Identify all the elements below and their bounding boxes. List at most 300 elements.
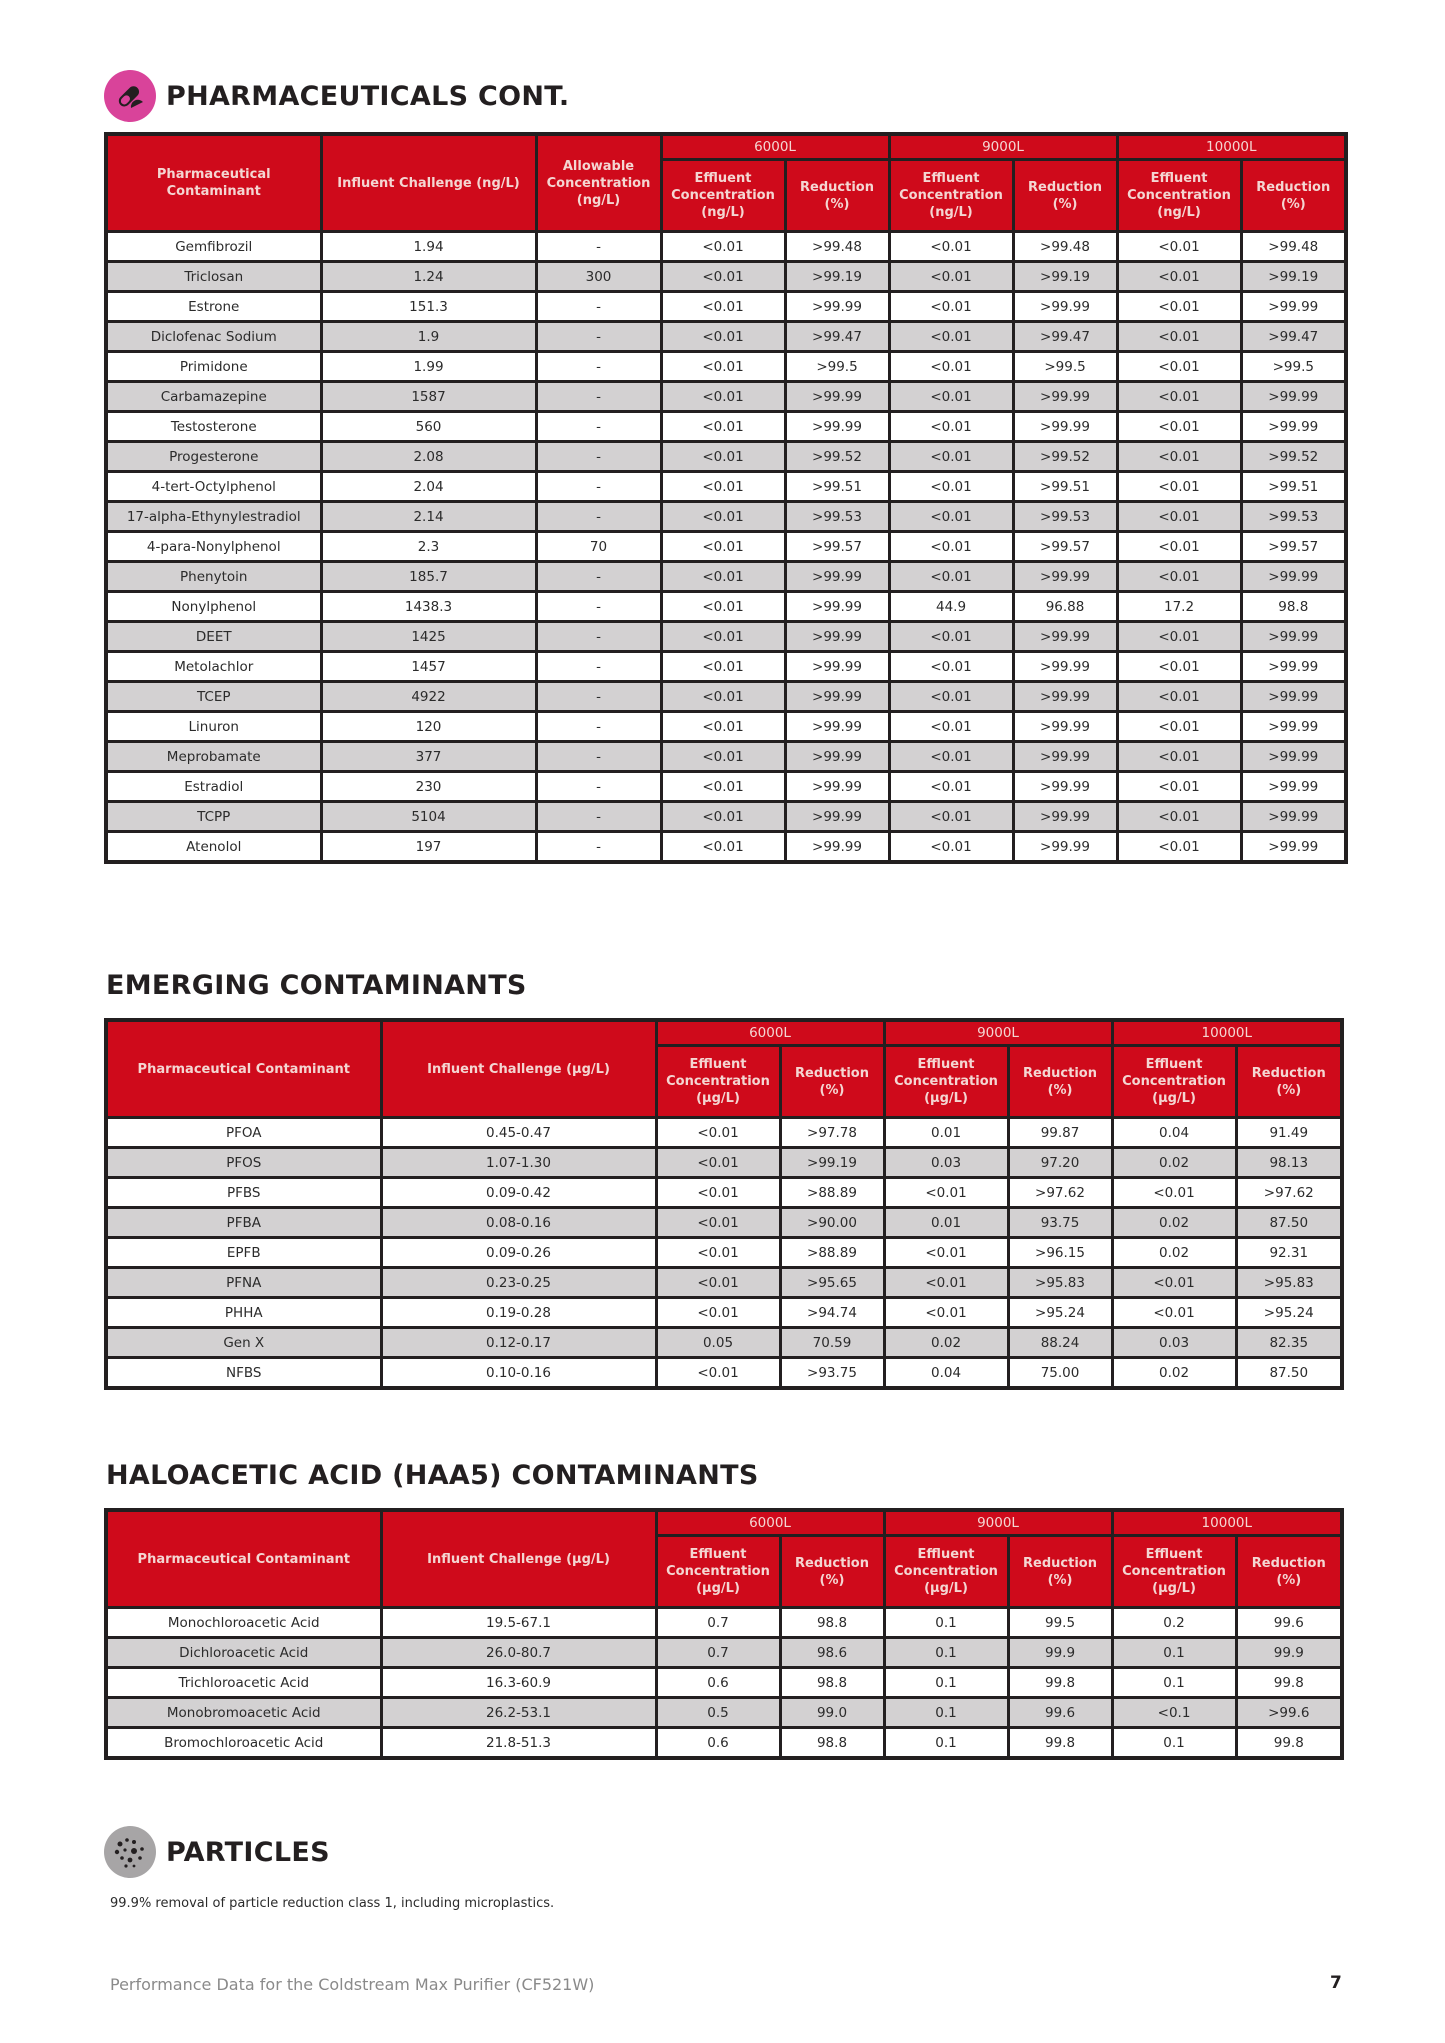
value-cell: >99.19 (1241, 262, 1346, 292)
value-cell: 5104 (321, 802, 536, 832)
value-cell: >99.19 (785, 262, 889, 292)
contaminant-name-cell: TCPP (106, 802, 321, 832)
header-effluent: Effluent Concentration (ng/L) (889, 160, 1013, 232)
value-cell: >88.89 (780, 1178, 884, 1208)
value-cell: 0.1 (1112, 1638, 1236, 1668)
value-cell: <0.01 (661, 592, 785, 622)
value-cell: 0.02 (1112, 1358, 1236, 1389)
header-effluent: Effluent Concentration (ng/L) (661, 160, 785, 232)
contaminant-name-cell: 4-para-Nonylphenol (106, 532, 321, 562)
value-cell: - (536, 592, 661, 622)
value-cell: >99.99 (1241, 382, 1346, 412)
value-cell: >99.48 (785, 232, 889, 262)
value-cell: 98.8 (780, 1728, 884, 1759)
emerging-section-title: EMERGING CONTAMINANTS (106, 970, 527, 1001)
value-cell: <0.01 (889, 772, 1013, 802)
table-row (106, 682, 1346, 712)
value-cell: - (536, 832, 661, 863)
value-cell: 21.8-51.3 (381, 1728, 656, 1759)
value-cell: 377 (321, 742, 536, 772)
value-cell: <0.01 (889, 472, 1013, 502)
value-cell: <0.01 (661, 352, 785, 382)
contaminant-name-cell: TCEP (106, 682, 321, 712)
header-group-9000l: 9000L (889, 134, 1117, 160)
value-cell: >99.99 (1241, 292, 1346, 322)
value-cell: <0.01 (661, 322, 785, 352)
value-cell: - (536, 682, 661, 712)
value-cell: 0.1 (884, 1728, 1008, 1759)
value-cell: >90.00 (780, 1208, 884, 1238)
value-cell: 93.75 (1008, 1208, 1112, 1238)
value-cell: >99.57 (785, 532, 889, 562)
value-cell: >95.83 (1008, 1268, 1112, 1298)
value-cell: >99.99 (1241, 412, 1346, 442)
contaminant-name-cell: Meprobamate (106, 742, 321, 772)
value-cell: >95.83 (1236, 1268, 1342, 1298)
value-cell: 0.1 (884, 1668, 1008, 1698)
contaminant-name-cell: DEET (106, 622, 321, 652)
pharma-section-heading (104, 70, 569, 122)
pill-icon (104, 70, 156, 122)
value-cell: >99.99 (1013, 412, 1117, 442)
value-cell: <0.01 (656, 1148, 780, 1178)
value-cell: 0.01 (884, 1208, 1008, 1238)
value-cell: >99.52 (785, 442, 889, 472)
value-cell: 19.5-67.1 (381, 1608, 656, 1638)
header-group-6000l: 6000L (661, 134, 889, 160)
value-cell: <0.01 (889, 622, 1013, 652)
value-cell: >99.57 (1241, 532, 1346, 562)
value-cell: <0.01 (889, 412, 1013, 442)
value-cell: <0.01 (1117, 352, 1241, 382)
value-cell: >99.5 (1013, 352, 1117, 382)
value-cell: >99.99 (1241, 712, 1346, 742)
value-cell: >93.75 (780, 1358, 884, 1389)
contaminant-name-cell: Estradiol (106, 772, 321, 802)
value-cell: <0.01 (661, 292, 785, 322)
value-cell: >96.15 (1008, 1238, 1112, 1268)
table-row (106, 1298, 1342, 1328)
value-cell: >99.99 (1013, 712, 1117, 742)
header-reduction: Reduction (%) (780, 1046, 884, 1118)
value-cell: <0.01 (661, 472, 785, 502)
table-row (106, 472, 1346, 502)
value-cell: 98.8 (780, 1668, 884, 1698)
value-cell: >99.99 (785, 622, 889, 652)
table-row (106, 1608, 1342, 1638)
value-cell: <0.01 (1112, 1298, 1236, 1328)
value-cell: <0.01 (1117, 322, 1241, 352)
value-cell: <0.01 (1117, 622, 1241, 652)
value-cell: >99.99 (1013, 682, 1117, 712)
header-allowable: Allowable Concentration (ng/L) (536, 134, 661, 232)
table-row (106, 382, 1346, 412)
value-cell: >99.99 (1013, 832, 1117, 863)
contaminant-name-cell: Trichloroacetic Acid (106, 1668, 381, 1698)
table-row (106, 1118, 1342, 1148)
value-cell: 70.59 (780, 1328, 884, 1358)
value-cell: - (536, 712, 661, 742)
value-cell: <0.01 (889, 442, 1013, 472)
table-row (106, 1238, 1342, 1268)
value-cell: >99.99 (785, 802, 889, 832)
table-row (106, 532, 1346, 562)
value-cell: >99.99 (1013, 772, 1117, 802)
value-cell: <0.01 (656, 1238, 780, 1268)
value-cell: >99.57 (1013, 532, 1117, 562)
value-cell: 82.35 (1236, 1328, 1342, 1358)
value-cell: 0.02 (1112, 1148, 1236, 1178)
header-group-6000l: 6000L (656, 1510, 884, 1536)
value-cell: >99.99 (785, 592, 889, 622)
value-cell: >99.99 (1241, 802, 1346, 832)
value-cell: - (536, 802, 661, 832)
value-cell: >99.99 (1241, 832, 1346, 863)
value-cell: <0.01 (889, 502, 1013, 532)
value-cell: <0.01 (1117, 502, 1241, 532)
value-cell: 87.50 (1236, 1208, 1342, 1238)
value-cell: 0.03 (1112, 1328, 1236, 1358)
value-cell: <0.01 (889, 322, 1013, 352)
value-cell: - (536, 562, 661, 592)
value-cell: <0.01 (661, 802, 785, 832)
contaminant-name-cell: Testosterone (106, 412, 321, 442)
value-cell: 97.20 (1008, 1148, 1112, 1178)
footer-text: Performance Data for the Coldstream Max Purifier (CF521W) (110, 1975, 595, 1994)
value-cell: <0.01 (661, 832, 785, 863)
header-reduction: Reduction (%) (1008, 1046, 1112, 1118)
header-influent: Influent Challenge (ng/L) (321, 134, 536, 232)
value-cell: <0.01 (884, 1238, 1008, 1268)
value-cell: <0.01 (1117, 442, 1241, 472)
value-cell: 0.08-0.16 (381, 1208, 656, 1238)
value-cell: >99.99 (1013, 802, 1117, 832)
value-cell: 0.02 (1112, 1208, 1236, 1238)
value-cell: <0.01 (1112, 1178, 1236, 1208)
value-cell: <0.01 (661, 232, 785, 262)
table-row (106, 712, 1346, 742)
haa5-table (104, 1508, 1344, 1760)
value-cell: >99.99 (1013, 622, 1117, 652)
header-effluent: Effluent Concentration (µg/L) (1112, 1536, 1236, 1608)
value-cell: 98.8 (780, 1608, 884, 1638)
table-row (106, 1668, 1342, 1698)
table-row (106, 652, 1346, 682)
value-cell: <0.01 (889, 802, 1013, 832)
value-cell: >99.48 (1241, 232, 1346, 262)
value-cell: >99.53 (1241, 502, 1346, 532)
value-cell: 0.6 (656, 1668, 780, 1698)
value-cell: 1.07-1.30 (381, 1148, 656, 1178)
header-contaminant: Pharmaceutical Contaminant (106, 1020, 381, 1118)
value-cell: >99.99 (785, 742, 889, 772)
value-cell: - (536, 442, 661, 472)
value-cell: 0.6 (656, 1728, 780, 1759)
header-contaminant: Pharmaceutical Contaminant (106, 1510, 381, 1608)
value-cell: 0.02 (884, 1328, 1008, 1358)
table-row (106, 1328, 1342, 1358)
value-cell: >97.62 (1008, 1178, 1112, 1208)
value-cell: >99.51 (1013, 472, 1117, 502)
value-cell: 99.9 (1236, 1638, 1342, 1668)
table-row (106, 232, 1346, 262)
value-cell: 96.88 (1013, 592, 1117, 622)
value-cell: 185.7 (321, 562, 536, 592)
value-cell: 99.6 (1008, 1698, 1112, 1728)
value-cell: 87.50 (1236, 1358, 1342, 1389)
value-cell: <0.01 (656, 1268, 780, 1298)
table-row (106, 1728, 1342, 1759)
header-effluent: Effluent Concentration (µg/L) (1112, 1046, 1236, 1118)
header-influent: Influent Challenge (µg/L) (381, 1510, 656, 1608)
value-cell: <0.01 (656, 1298, 780, 1328)
pharma-section-title: PHARMACEUTICALS CONT. (166, 80, 570, 112)
value-cell: 0.7 (656, 1638, 780, 1668)
table-row (106, 292, 1346, 322)
value-cell: 99.87 (1008, 1118, 1112, 1148)
value-cell: >99.5 (785, 352, 889, 382)
value-cell: 2.3 (321, 532, 536, 562)
value-cell: - (536, 382, 661, 412)
value-cell: - (536, 292, 661, 322)
particles-section-title: PARTICLES (166, 1836, 330, 1868)
value-cell: <0.01 (661, 772, 785, 802)
value-cell: <0.01 (1117, 232, 1241, 262)
value-cell: >99.99 (1013, 382, 1117, 412)
value-cell: <0.01 (889, 292, 1013, 322)
contaminant-name-cell: Phenytoin (106, 562, 321, 592)
contaminant-name-cell: Linuron (106, 712, 321, 742)
header-group-6000l: 6000L (656, 1020, 884, 1046)
value-cell: 2.04 (321, 472, 536, 502)
value-cell: <0.01 (889, 832, 1013, 863)
emerging-section-heading (106, 970, 527, 1001)
value-cell: <0.01 (889, 262, 1013, 292)
value-cell: <0.01 (656, 1358, 780, 1389)
value-cell: >99.99 (1013, 652, 1117, 682)
value-cell: 1.94 (321, 232, 536, 262)
table-row (106, 442, 1346, 472)
value-cell: 560 (321, 412, 536, 442)
header-reduction: Reduction (%) (780, 1536, 884, 1608)
value-cell: <0.01 (1117, 742, 1241, 772)
value-cell: <0.01 (661, 622, 785, 652)
header-effluent: Effluent Concentration (µg/L) (884, 1046, 1008, 1118)
value-cell: - (536, 352, 661, 382)
value-cell: <0.01 (661, 562, 785, 592)
header-reduction: Reduction (%) (1013, 160, 1117, 232)
value-cell: 98.6 (780, 1638, 884, 1668)
contaminant-name-cell: Progesterone (106, 442, 321, 472)
value-cell: 0.1 (884, 1698, 1008, 1728)
contaminant-name-cell: 4-tert-Octylphenol (106, 472, 321, 502)
value-cell: <0.01 (1117, 652, 1241, 682)
value-cell: <0.01 (1117, 832, 1241, 863)
value-cell: 0.05 (656, 1328, 780, 1358)
value-cell: 1.99 (321, 352, 536, 382)
value-cell: >99.53 (1013, 502, 1117, 532)
value-cell: 99.5 (1008, 1608, 1112, 1638)
header-reduction: Reduction (%) (1008, 1536, 1112, 1608)
value-cell: 99.6 (1236, 1608, 1342, 1638)
value-cell: 0.1 (1112, 1728, 1236, 1759)
value-cell: 0.1 (884, 1638, 1008, 1668)
value-cell: <0.01 (889, 742, 1013, 772)
contaminant-name-cell: Nonylphenol (106, 592, 321, 622)
value-cell: 0.02 (1112, 1238, 1236, 1268)
value-cell: <0.01 (661, 502, 785, 532)
value-cell: 99.9 (1008, 1638, 1112, 1668)
value-cell: >94.74 (780, 1298, 884, 1328)
contaminant-name-cell: Bromochloroacetic Acid (106, 1728, 381, 1759)
value-cell: 1.9 (321, 322, 536, 352)
value-cell: >99.47 (785, 322, 889, 352)
value-cell: 98.8 (1241, 592, 1346, 622)
value-cell: >99.47 (1241, 322, 1346, 352)
value-cell: <0.01 (1117, 712, 1241, 742)
header-group-9000l: 9000L (884, 1510, 1112, 1536)
table-row (106, 832, 1346, 863)
contaminant-name-cell: Gemfibrozil (106, 232, 321, 262)
header-effluent: Effluent Concentration (µg/L) (656, 1536, 780, 1608)
contaminant-name-cell: Primidone (106, 352, 321, 382)
value-cell: <0.01 (656, 1178, 780, 1208)
table-row (106, 562, 1346, 592)
value-cell: - (536, 502, 661, 532)
value-cell: <0.01 (1117, 472, 1241, 502)
value-cell: >99.99 (785, 562, 889, 592)
value-cell: - (536, 742, 661, 772)
value-cell: 197 (321, 832, 536, 863)
value-cell: >99.99 (785, 652, 889, 682)
header-reduction: Reduction (%) (785, 160, 889, 232)
contaminant-name-cell: PFOA (106, 1118, 381, 1148)
value-cell: 91.49 (1236, 1118, 1342, 1148)
contaminant-name-cell: PHHA (106, 1298, 381, 1328)
value-cell: >99.99 (785, 682, 889, 712)
value-cell: >99.47 (1013, 322, 1117, 352)
contaminant-name-cell: 17-alpha-Ethynylestradiol (106, 502, 321, 532)
contaminant-name-cell: Monobromoacetic Acid (106, 1698, 381, 1728)
value-cell: >99.99 (1013, 292, 1117, 322)
contaminant-name-cell: EPFB (106, 1238, 381, 1268)
value-cell: 1425 (321, 622, 536, 652)
table-row (106, 1268, 1342, 1298)
value-cell: <0.01 (1117, 562, 1241, 592)
value-cell: 2.14 (321, 502, 536, 532)
header-effluent: Effluent Concentration (ng/L) (1117, 160, 1241, 232)
particles-section-heading (104, 1826, 330, 1878)
value-cell: >99.99 (1241, 652, 1346, 682)
table-row (106, 592, 1346, 622)
value-cell: 0.03 (884, 1148, 1008, 1178)
value-cell: 151.3 (321, 292, 536, 322)
value-cell: >99.99 (1241, 772, 1346, 802)
value-cell: <0.01 (661, 532, 785, 562)
value-cell: - (536, 772, 661, 802)
value-cell: >99.53 (785, 502, 889, 532)
value-cell: <0.01 (889, 562, 1013, 592)
contaminant-name-cell: Dichloroacetic Acid (106, 1638, 381, 1668)
contaminant-name-cell: Carbamazepine (106, 382, 321, 412)
value-cell: <0.01 (1117, 262, 1241, 292)
value-cell: <0.01 (1117, 532, 1241, 562)
value-cell: >99.99 (1241, 682, 1346, 712)
value-cell: 0.04 (884, 1358, 1008, 1389)
contaminant-name-cell: PFBS (106, 1178, 381, 1208)
value-cell: >88.89 (780, 1238, 884, 1268)
value-cell: <0.01 (889, 652, 1013, 682)
value-cell: 99.8 (1008, 1728, 1112, 1759)
header-effluent: Effluent Concentration (µg/L) (884, 1536, 1008, 1608)
value-cell: 0.09-0.42 (381, 1178, 656, 1208)
value-cell: <0.1 (1112, 1698, 1236, 1728)
value-cell: <0.01 (661, 742, 785, 772)
table-row (106, 1358, 1342, 1389)
value-cell: <0.01 (1117, 412, 1241, 442)
value-cell: <0.01 (884, 1178, 1008, 1208)
value-cell: 120 (321, 712, 536, 742)
value-cell: - (536, 652, 661, 682)
value-cell: 26.0-80.7 (381, 1638, 656, 1668)
value-cell: >99.6 (1236, 1698, 1342, 1728)
value-cell: 75.00 (1008, 1358, 1112, 1389)
value-cell: >95.65 (780, 1268, 884, 1298)
value-cell: >99.99 (1013, 742, 1117, 772)
value-cell: >99.19 (1013, 262, 1117, 292)
value-cell: 17.2 (1117, 592, 1241, 622)
value-cell: 16.3-60.9 (381, 1668, 656, 1698)
value-cell: >99.51 (1241, 472, 1346, 502)
value-cell: - (536, 232, 661, 262)
particles-description: 99.9% removal of particle reduction class 1, including microplastics. (110, 1896, 555, 1911)
emerging-table (104, 1018, 1344, 1390)
value-cell: 230 (321, 772, 536, 802)
value-cell: <0.01 (889, 532, 1013, 562)
value-cell: 4922 (321, 682, 536, 712)
table-row (106, 1698, 1342, 1728)
value-cell: - (536, 412, 661, 442)
value-cell: >99.99 (785, 382, 889, 412)
value-cell: >99.99 (1241, 562, 1346, 592)
value-cell: >99.52 (1013, 442, 1117, 472)
table-row (106, 772, 1346, 802)
value-cell: <0.01 (661, 652, 785, 682)
particles-icon (104, 1826, 156, 1878)
value-cell: 0.2 (1112, 1608, 1236, 1638)
table-row (106, 1148, 1342, 1178)
contaminant-name-cell: Triclosan (106, 262, 321, 292)
value-cell: >99.48 (1013, 232, 1117, 262)
table-row (106, 742, 1346, 772)
value-cell: 99.8 (1236, 1668, 1342, 1698)
value-cell: 0.04 (1112, 1118, 1236, 1148)
value-cell: >99.99 (785, 832, 889, 863)
value-cell: <0.01 (884, 1298, 1008, 1328)
value-cell: >99.99 (785, 292, 889, 322)
header-contaminant: Pharmaceutical Contaminant (106, 134, 321, 232)
value-cell: >99.52 (1241, 442, 1346, 472)
value-cell: >99.99 (785, 412, 889, 442)
value-cell: >99.99 (1241, 622, 1346, 652)
value-cell: <0.01 (1112, 1268, 1236, 1298)
value-cell: >99.5 (1241, 352, 1346, 382)
value-cell: <0.01 (656, 1208, 780, 1238)
header-group-10000l: 10000L (1117, 134, 1346, 160)
value-cell: <0.01 (1117, 382, 1241, 412)
contaminant-name-cell: NFBS (106, 1358, 381, 1389)
table-row (106, 802, 1346, 832)
